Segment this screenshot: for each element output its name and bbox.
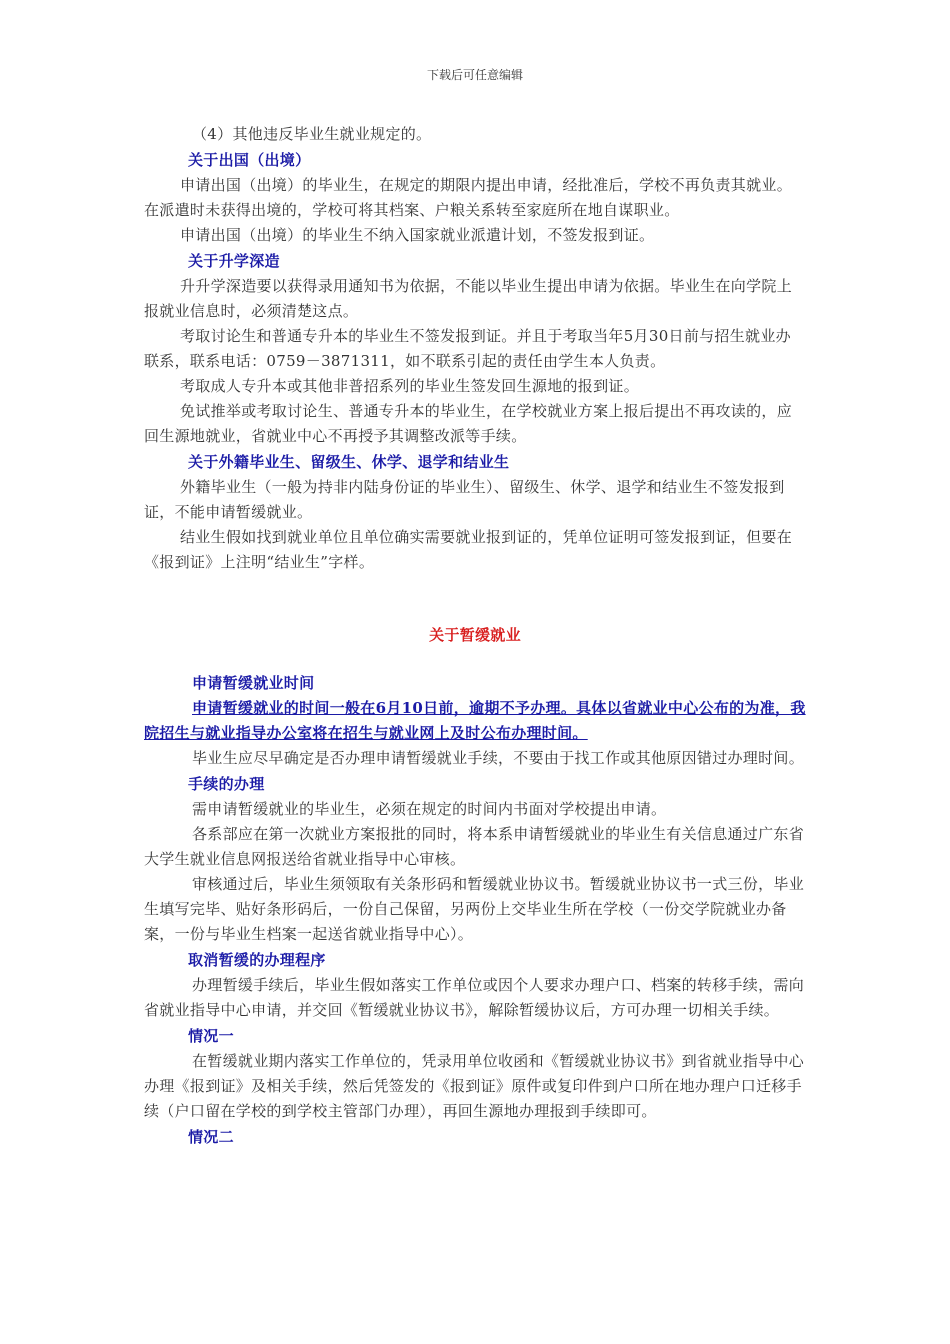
heading-procedures: 手续的办理 <box>188 775 265 793</box>
paragraph-agreement-copies: 审核通过后，毕业生须领取有关条形码和暂缓就业协议书。暂缓就业协议书一式三份，毕业生填写完毕、贴好条形码后，一份自己保留，另两份上交毕业生所在学校（一份交学院就业办备案，一份与毕业生档案一起送省就业指导中心）。 <box>144 875 805 943</box>
paragraph-department-submission: 各系部应在第一次就业方案报批的同时，将本系申请暂缓就业的毕业生有关信息通过广东省大学生就业信息网报送给省就业指导中心审核。 <box>144 825 805 868</box>
paragraph-adult-education: 考取成人专升本或其他非普招系列的毕业生签发回生源地的报到证。 <box>180 377 640 395</box>
paragraph-written-application: 需申请暂缓就业的毕业生，必须在规定的时间内书面对学校提出申请。 <box>192 800 667 818</box>
paragraph-other-violations: （4）其他违反毕业生就业规定的。 <box>192 125 432 143</box>
heading-foreign-graduates: 关于外籍毕业生、留级生、休学、退学和结业生 <box>188 453 510 471</box>
paragraph-completion-certificate: 结业生假如找到就业单位且单位确实需要就业报到证的，凭单位证明可签发报到证，但要在《报到证》上注明“结业生”字样。 <box>144 528 793 571</box>
heading-case-one: 情况一 <box>188 1027 234 1045</box>
heading-going-abroad: 关于出国（出境） <box>188 151 311 169</box>
paragraph-deferral-deadline: 申请暂缓就业的时间一般在6月10日前，逾期不予办理。具体以省就业中心公布的为准，我院招生与就业指导办公室将在招生与就业网上及时公布办理时间。 <box>144 699 806 742</box>
paragraph-study-admission-notice: 升升学深造要以获得录用通知书为依据，不能以毕业生提出申请为依据。毕业生在向学院上报就业信息时，必须清楚这点。 <box>144 277 793 320</box>
paragraph-case-one-detail: 在暂缓就业期内落实工作单位的，凭录用单位收函和《暂缓就业协议书》到省就业指导中心办理《报到证》及相关手续，然后凭签发的《报到证》原件或复印件到户口所在地办理户口迁移手续（户口留在学校的到学校主管部门办理），再回生源地办理报到手续即可。 <box>144 1052 805 1120</box>
paragraph-foreign-no-certificate: 外籍毕业生（一般为持非内陆身份证的毕业生）、留级生、休学、退学和结业生不签发报到证，不能申请暂缓就业。 <box>144 478 785 521</box>
page-header: 下载后可任意编辑 <box>426 68 523 82</box>
document-body <box>144 122 806 1150</box>
section-title-deferred-employment: 关于暂缓就业 <box>429 626 521 644</box>
paragraph-cancel-procedure: 办理暂缓手续后，毕业生假如落实工作单位或因个人要求办理户口、档案的转移手续，需向省就业指导中心申请，并交回《暂缓就业协议书》，解除暂缓协议后，方可办理一切相关手续。 <box>144 976 805 1019</box>
heading-cancel-deferral: 取消暂缓的办理程序 <box>188 951 326 969</box>
paragraph-exempt-recommendation: 免试推举或考取讨论生、普通专升本的毕业生，在学校就业方案上报后提出不再攻读的，应回生源地就业，省就业中心不再授予其调整改派等手续。 <box>144 402 793 445</box>
paragraph-abroad-application: 申请出国（出境）的毕业生，在规定的期限内提出申请，经批准后，学校不再负责其就业。在派遣时未获得出境的，学校可将其档案、户粮关系转至家庭所在地自谋职业。 <box>144 176 793 219</box>
paragraph-decide-early: 毕业生应尽早确定是否办理申请暂缓就业手续，不要由于找工作或其他原因错过办理时间。 <box>192 749 805 767</box>
heading-case-two: 情况二 <box>188 1128 234 1146</box>
paragraph-postgraduate-contact: 考取讨论生和普通专升本的毕业生不签发报到证。并且于考取当年5月30日前与招生就业办联系，联系电话：0759－3871311，如不联系引起的责任由学生本人负责。 <box>144 327 791 370</box>
heading-further-study: 关于升学深造 <box>188 252 280 270</box>
heading-deferral-time: 申请暂缓就业时间 <box>192 674 315 692</box>
paragraph-abroad-no-certificate: 申请出国（出境）的毕业生不纳入国家就业派遣计划，不签发报到证。 <box>180 226 655 244</box>
